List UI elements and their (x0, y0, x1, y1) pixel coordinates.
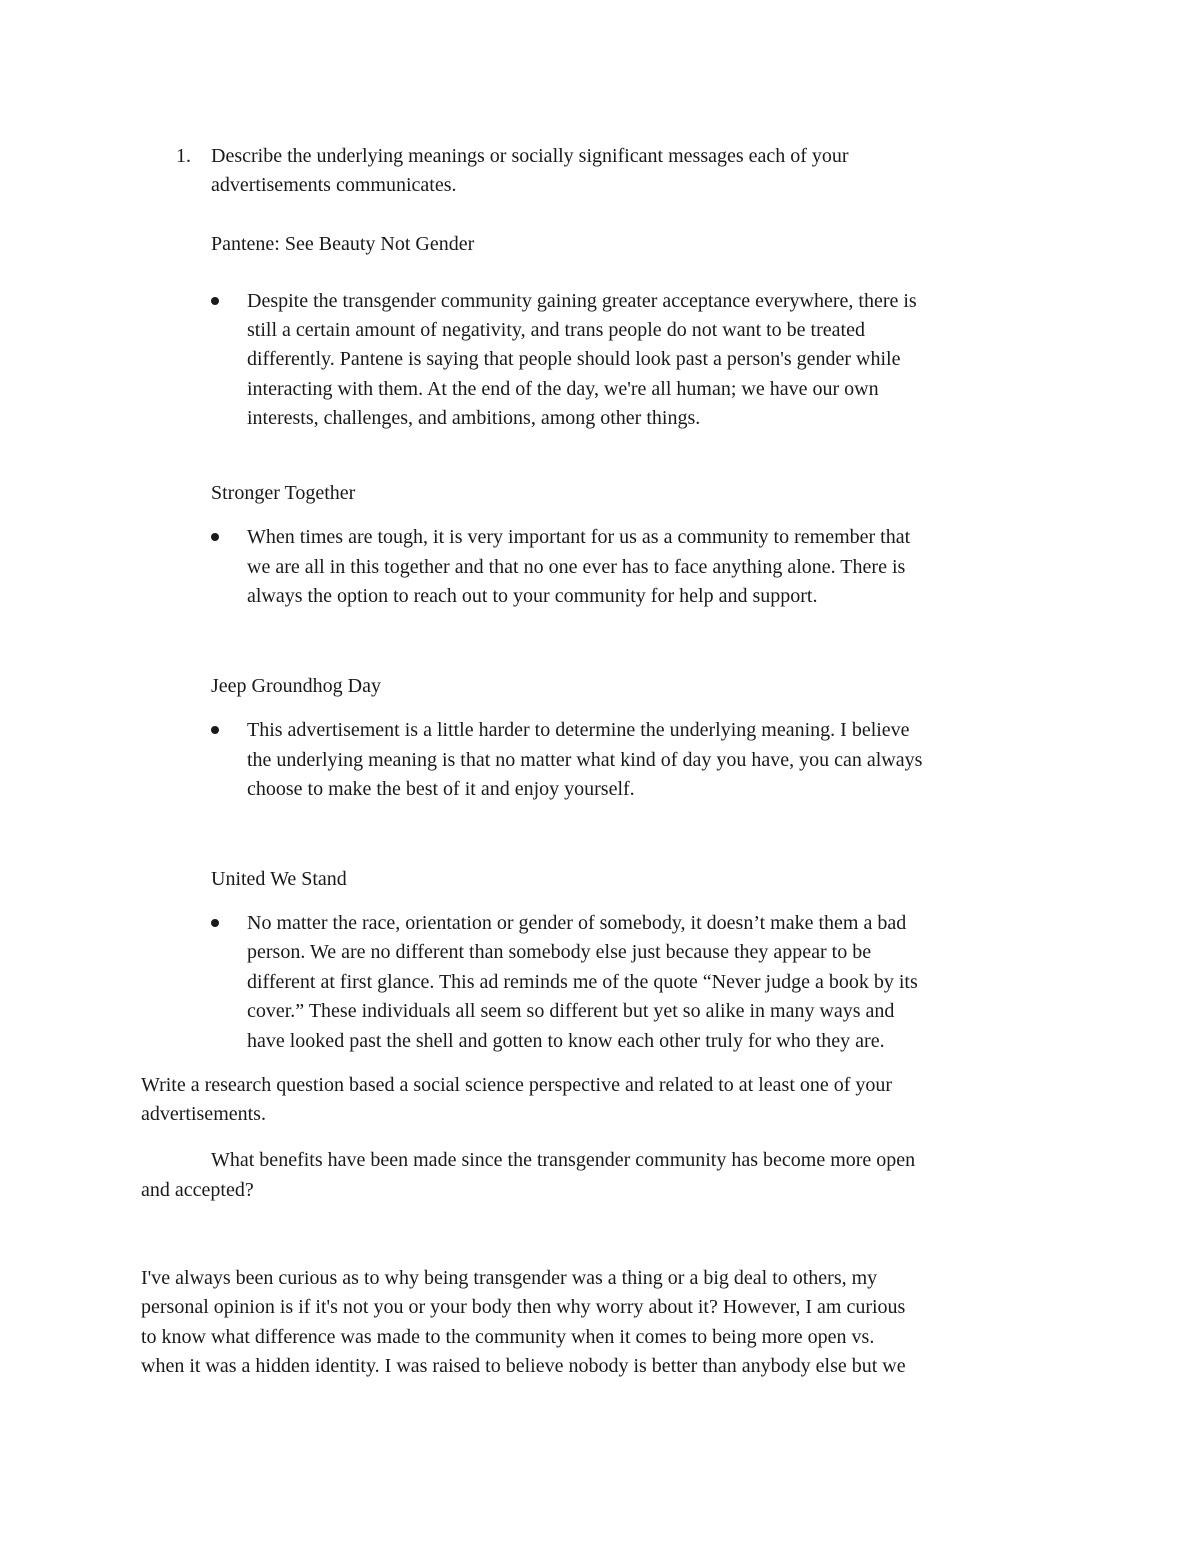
bullet-icon (211, 533, 219, 541)
ad-text-line: Despite the transgender community gaining greater acceptance everywhere, there is (247, 290, 917, 312)
research-question-line: What benefits have been made since the transgender community has become more open (211, 1149, 916, 1171)
ad-text-line: we are all in this together and that no one ever has to face anything alone. There is (247, 556, 906, 578)
ad-text-line: differently. Pantene is saying that people should look past a person's gender while (247, 348, 901, 370)
ad-text-line: person. We are no different than somebody else just because they appear to be (247, 941, 872, 963)
ad-title: Pantene: See Beauty Not Gender (211, 233, 475, 255)
ad-text-line: cover.” These individuals all seem so different but yet so alike in many ways and (247, 1000, 895, 1022)
ad-title: United We Stand (211, 868, 347, 890)
ad-text-line: This advertisement is a little harder to determine the underlying meaning. I believe (247, 719, 910, 741)
ad-title: Jeep Groundhog Day (211, 675, 381, 697)
bullet-icon (211, 297, 219, 305)
ad-text-line: interests, challenges, and ambitions, among other things. (247, 407, 701, 429)
research-question-line: and accepted? (141, 1179, 254, 1201)
question-line: Describe the underlying meanings or socially significant messages each of your (211, 145, 849, 167)
ad-text-line: When times are tough, it is very important for us as a community to remember that (247, 526, 911, 548)
ad-text-line: interacting with them. At the end of the day, we're all human; we have our own (247, 378, 879, 400)
ad-text-line: the underlying meaning is that no matter what kind of day you have, you can always (247, 749, 923, 771)
ad-text-line: have looked past the shell and gotten to know each other truly for who they are. (247, 1030, 885, 1052)
ad-text-line: different at first glance. This ad reminds me of the quote “Never judge a book by its (247, 971, 918, 993)
ad-text-line: No matter the race, orientation or gender of somebody, it doesn’t make them a bad (247, 912, 907, 934)
reflection-line: to know what difference was made to the community when it comes to being more open vs. (141, 1326, 875, 1348)
ad-text-line: always the option to reach out to your community for help and support. (247, 585, 818, 607)
question-number: 1. (176, 145, 191, 167)
ad-text-line: still a certain amount of negativity, and trans people do not want to be treated (247, 319, 865, 341)
reflection-line: personal opinion is if it's not you or your body then why worry about it? However, I am curious (141, 1296, 906, 1318)
question-line: advertisements communicates. (211, 174, 457, 196)
research-prompt-line: Write a research question based a social science perspective and related to at least one of your (141, 1074, 893, 1096)
bullet-icon (211, 726, 219, 734)
ad-text-line: choose to make the best of it and enjoy yourself. (247, 778, 635, 800)
reflection-line: when it was a hidden identity. I was raised to believe nobody is better than anybody else but we (141, 1355, 906, 1377)
ad-title: Stronger Together (211, 482, 356, 504)
research-prompt-line: advertisements. (141, 1103, 266, 1125)
bullet-icon (211, 919, 219, 927)
reflection-line: I've always been curious as to why being transgender was a thing or a big deal to others, my (141, 1267, 878, 1289)
